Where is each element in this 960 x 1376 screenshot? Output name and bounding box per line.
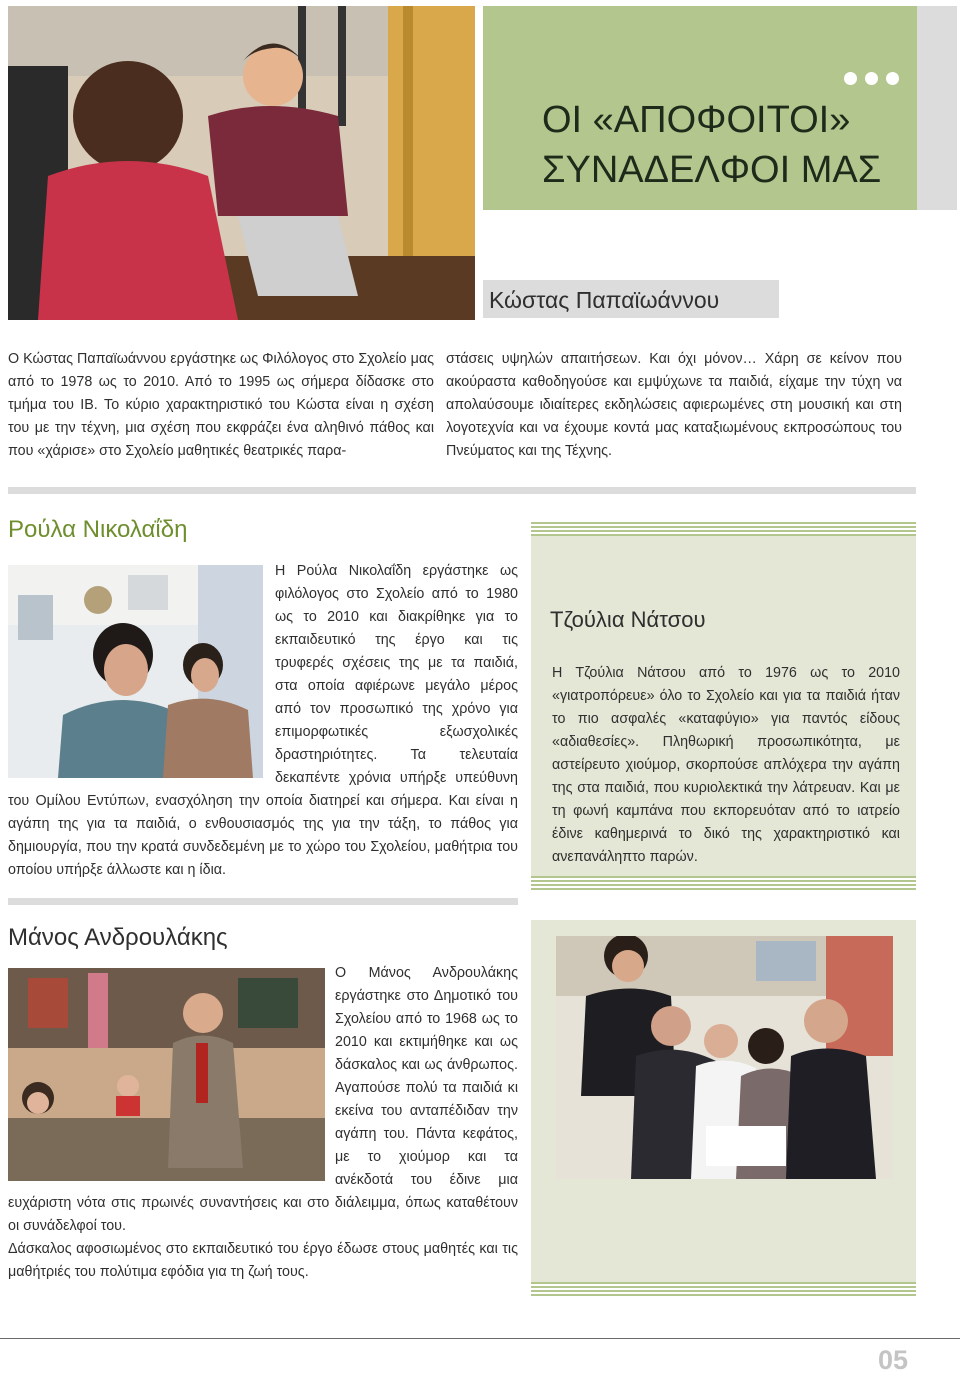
title-side-bar	[917, 6, 957, 210]
kostas-text-col2: στάσεις υψηλών απαιτήσεων. Και όχι μόνον… Χάρη σε κείνον που ακούραστα καθοδηγούσε και εμψύχωνε τα παιδιά, είχαμε την τύχη να απολαύσουμε ιδιαίτερες εκδηλώσεις αφιερωμένες στη μουσική και στη λογοτεχνία και να έχουμε κοντά μας καταξιωμένους εκπροσώπους του Πνεύματος και της Τέχνης.	[446, 351, 902, 459]
manos-text-2: Δάσκαλος αφοσιωμένος στο εκπαιδευτικό του έργο έδωσε στους μαθητές και τις μαθήτριές του πολύτιμα εφόδια για τη ζωή τους.	[8, 1241, 518, 1280]
manos-text-block	[8, 962, 518, 1284]
group-photo	[556, 936, 893, 1179]
footer-rule	[0, 1338, 960, 1339]
section-divider-2	[8, 898, 518, 905]
kostas-photo	[8, 6, 475, 320]
page-title	[542, 95, 881, 195]
kostas-text-col1: Ο Κώστας Παπαϊωάννου εργάστηκε ως Φιλόλογος στο Σχολείο μας από το 1978 ως το 2010. Από το 1995 ως σήμερα δίδασκε στο τμήμα του IB. Το κύριο χαρακτηριστικό του Κώστα είναι η σχέση του με την τέχνη, μια σχέση που εκφράζει ένα αληθινό πάθος και που «χάρισε» στο Σχολείο μαθητικές θεατρικές παρα-	[8, 351, 434, 459]
roula-photo-spacer	[8, 560, 275, 780]
stripe-ornament-bottom	[531, 876, 916, 890]
manos-text-1: Ο Μάνος Ανδρουλάκης εργάστηκε στο Δημοτικό του Σχολείου από το 1968 ως το 2010 και εκτιμήθηκε και ως δάσκαλος και ως άνθρωπος. Αγαπούσε πολύ τα παιδιά κι εκείνα του ανταπέδιδαν την αγάπη του. Πάντα κεφάτος, με το χιούμορ και τα ανέκδοτά του έδινε μια ευχάριστη νότα στις πρωινές συναντήσεις και στο διάλειμμα, όπως καταθέτουν οι συνάδελφοί του.	[8, 965, 518, 1234]
tzoulia-name: Τζούλια Νάτσου	[550, 607, 706, 632]
dots-ornament	[836, 72, 899, 90]
page-number: 05	[878, 1345, 909, 1375]
roula-text: Η Ρούλα Νικολαΐδη εργάστηκε ως φιλόλογος στο Σχολείο από το 1980 ως το 2010 και διακρίθηκε για το εκπαιδευτικό της έργο και τις τρυφερές σχέσεις της με τα παιδιά, στα οποία αφιέρωνε μεγάλο μέρος από τον προσωπικό της χρόνο για επιμορφωτικές εξωσχολικές δραστηριότητες. Τα τελευταία δεκαπέντε χρόνια υπήρξε υπεύθυνη του Ομίλου Εντύπων, ενασχόληση την οποία διατηρεί και σήμερα. Και είναι η αγάπη της για τα παιδιά, ο ενθουσιασμός της για την τάξη, το πάθος για δημιουργία, που την κρατά συνδεδεμένη με το χώρο του Σχολείου, μαθήτρια του οποίου υπήρξε άλλωστε και η ίδια.	[8, 563, 518, 878]
stripe-ornament-top	[531, 522, 916, 536]
stripe-ornament-right	[531, 1282, 916, 1296]
page-title-line1: ΟΙ «ΑΠΟΦΟΙΤΟΙ»	[542, 99, 851, 141]
manos-name: Μάνος Ανδρουλάκης	[8, 924, 228, 951]
roula-name: Ρούλα Νικολαΐδη	[8, 516, 188, 543]
section-divider	[8, 487, 916, 494]
page-title-line2: ΣΥΝΑΔΕΛΦΟΙ ΜΑΣ	[542, 149, 882, 191]
tzoulia-text: Η Τζούλια Νάτσου από το 1976 ως το 2010 «γιατροπόρευε» όλο το Σχολείο και για τα παιδιά ήταν το πιο ασφαλές «καταφύγιο» για παντός είδους «αδιαθεσίες». Πληθωρική προσωπικότητα, με αστείρευτο χιούμορ, σκορπούσε απλόχερα την αγάπη της στα παιδιά, που κυριολεκτικά την λάτρευαν. Και με τη φωνή καμπάνα που εκπορευόταν από το ιατρείο έδινε καθημερινά το δικό της χαρακτηριστικό και ανεπανάληπτο παρών.	[552, 665, 900, 865]
manos-photo-spacer	[8, 962, 335, 1187]
roula-text-block	[8, 560, 518, 882]
kostas-name: Κώστας Παπαϊωάννου	[489, 287, 720, 313]
